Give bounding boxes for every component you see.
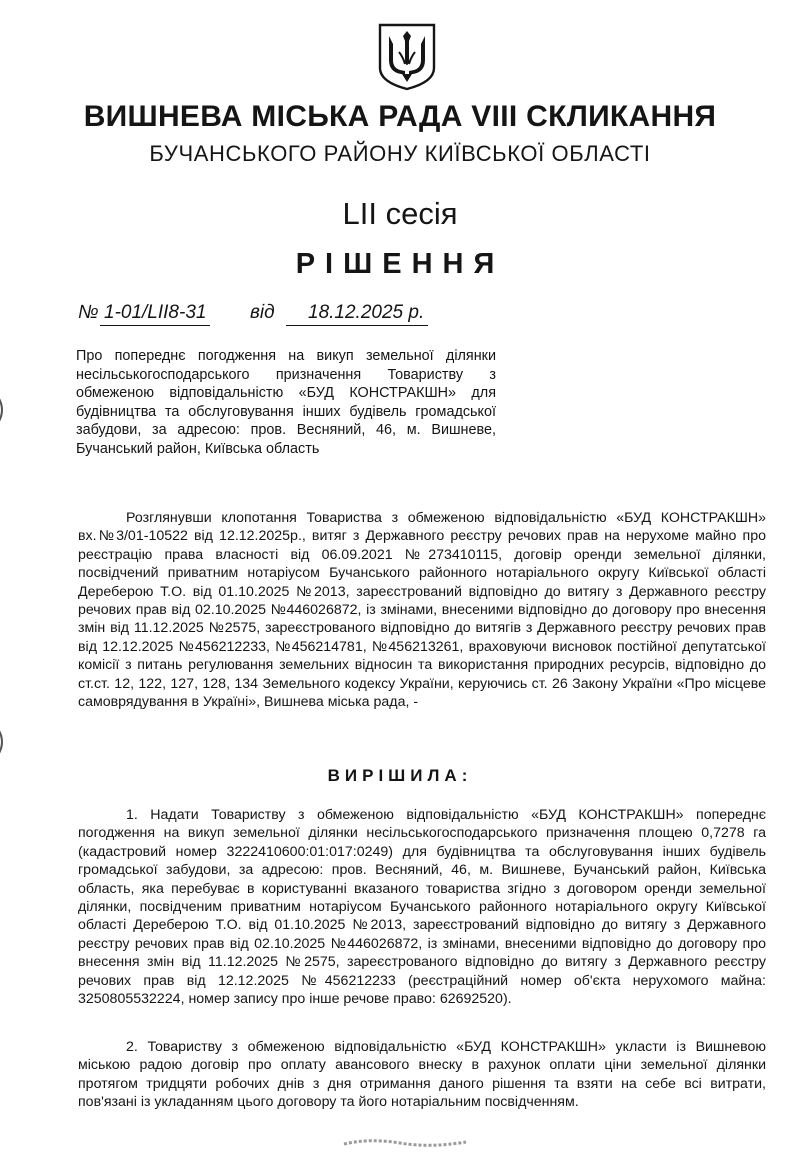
- resolved-heading: ВИРІШИЛА:: [327, 766, 473, 785]
- preamble-line: Дереберою Т.О. від 01.10.2025 №2013, зареєстрований відповідно до витягу з Державного реєстру: [78, 583, 766, 600]
- item-line: ділянки, посвідченим приватним нотаріусом Бучанського районного нотаріального округу Київської: [78, 899, 766, 916]
- preamble-line: вх.№3/01-10522 від 12.12.2025р., витяг з Державного реєстру речових прав на нерухоме майно про: [78, 528, 766, 545]
- scan-smudge: [340, 1136, 470, 1150]
- punch-hole-mark: [0, 722, 12, 762]
- item-line: міською радою договір про оплату авансового внеску в рахунок оплати ціни земельної ділянки: [78, 1057, 766, 1074]
- subject-line: забудови, за адресою: пров. Весняний, 46, м. Вишневе,: [76, 422, 496, 439]
- subject-line: будівництва та обслуговування інших будівель громадської: [76, 403, 496, 420]
- document-type-heading: РІШЕННЯ: [295, 248, 505, 280]
- date-prefix: від: [250, 302, 275, 323]
- preamble-paragraph: [78, 509, 766, 711]
- item-line: громадської забудови, за адресою: пров. Весняний, 46, м. Вишневе, Бучанський район, Київська: [78, 862, 766, 879]
- district-subtitle: БУЧАНСЬКОГО РАЙОНУ КИЇВСЬКОЇ ОБЛАСТІ: [149, 141, 651, 166]
- preamble-line: речових прав від 02.10.2025 №446026872, із змінами, внесеними відповідно до договору про внесення: [78, 602, 766, 619]
- preamble-line: комісії з питань регулювання земельних відносин та використання природних ресурсів, відповідно до: [78, 657, 766, 674]
- preamble-line: Розглянувши клопотання Товариства з обмеженою відповідальністю «БУД КОНСТРАКШН»: [126, 510, 766, 526]
- resolution-item-2: [78, 1038, 766, 1112]
- preamble-line: реєстрацію права власності від 06.09.2021 №273410115, договір оренди земельної ділянки,: [78, 546, 766, 563]
- subject-line: Бучанський район, Київська область: [76, 440, 320, 457]
- item-line: 1. Надати Товариству з обмеженою відповідальністю «БУД КОНСТРАКШН» попереднє: [126, 807, 766, 823]
- item-line: область, яка перебуває в користуванні вказаного товариства згідно з договором оренди земельної: [78, 880, 766, 897]
- item-line: речових прав від 12.12.2025 №456212233 (реєстраційний номер об'єкта нерухомого майна:: [78, 972, 766, 989]
- item-line: області Дереберою Т.О. від 01.10.2025 №2013, зареєстрований відповідно до витягу з Державного: [78, 917, 766, 934]
- item-line: реєстру речових прав від 02.10.2025 №446026872, із змінами, внесеними відповідно до договору про: [78, 935, 766, 952]
- number-prefix: №: [78, 302, 99, 323]
- subject-line: Про попереднє погодження на викуп земельної ділянки: [76, 348, 496, 364]
- punch-hole-mark: [0, 390, 12, 430]
- resolution-item-1: [78, 806, 766, 1008]
- preamble-line: змін від 11.12.2025 №2575, зареєстрованого відповідно до витягів з Державного реєстру речових прав: [78, 620, 766, 637]
- item-line: протягом тридцяти робочих днів з дня отримання даного рішення та взяти на себе всі витрати,: [78, 1075, 766, 1092]
- decision-date: 18.12.2025 р.: [286, 302, 428, 326]
- item-line: пов'язані із укладанням цього договору та його нотаріальним посвідченням.: [78, 1094, 579, 1111]
- item-line: (кадастровий номер 3222410600:01:017:0249) для будівництва та обслуговування інших будівель: [78, 843, 766, 860]
- trident-coat-of-arms-icon: [376, 22, 438, 92]
- preamble-line: ст.ст. 12, 122, 127, 128, 134 Земельного кодексу України, керуючись ст. 26 Закону України «Про місцеве: [78, 675, 766, 692]
- subject-line: несільськогосподарського призначення Товариству з: [76, 366, 496, 383]
- decision-number: 1-01/LII8-31: [100, 302, 210, 326]
- session-title: LII сесія: [342, 196, 458, 231]
- subject-line: обмеженою відповідальністю «БУД КОНСТРАКШН» для: [76, 385, 496, 402]
- item-line: погодження на викуп земельної ділянки несільськогосподарського призначення площею 0,7278 га: [78, 825, 766, 842]
- council-title: ВИШНЕВА МІСЬКА РАДА VIII СКЛИКАННЯ: [83, 100, 717, 133]
- decision-subject: [76, 347, 496, 459]
- item-line: внесення змін від 11.12.2025 №2575, зареєстрованого відповідно до витягу з Державного реєстру: [78, 954, 766, 971]
- item-line: 2. Товариству з обмеженою відповідальністю «БУД КОНСТРАКШН» укласти із Вишневою: [126, 1039, 766, 1055]
- preamble-line: від 12.12.2025 №456212233, №456214781, №456213261, враховуючи висновок постійної депутатської: [78, 638, 766, 655]
- preamble-line: посвідчений приватним нотаріусом Бучанського районного нотаріального округу Київської області: [78, 565, 766, 582]
- preamble-line: самоврядування в Україні», Вишнева міська рада, -: [78, 694, 419, 711]
- item-line: 3250805532224, номер запису про інше речове право: 62692520).: [78, 991, 512, 1008]
